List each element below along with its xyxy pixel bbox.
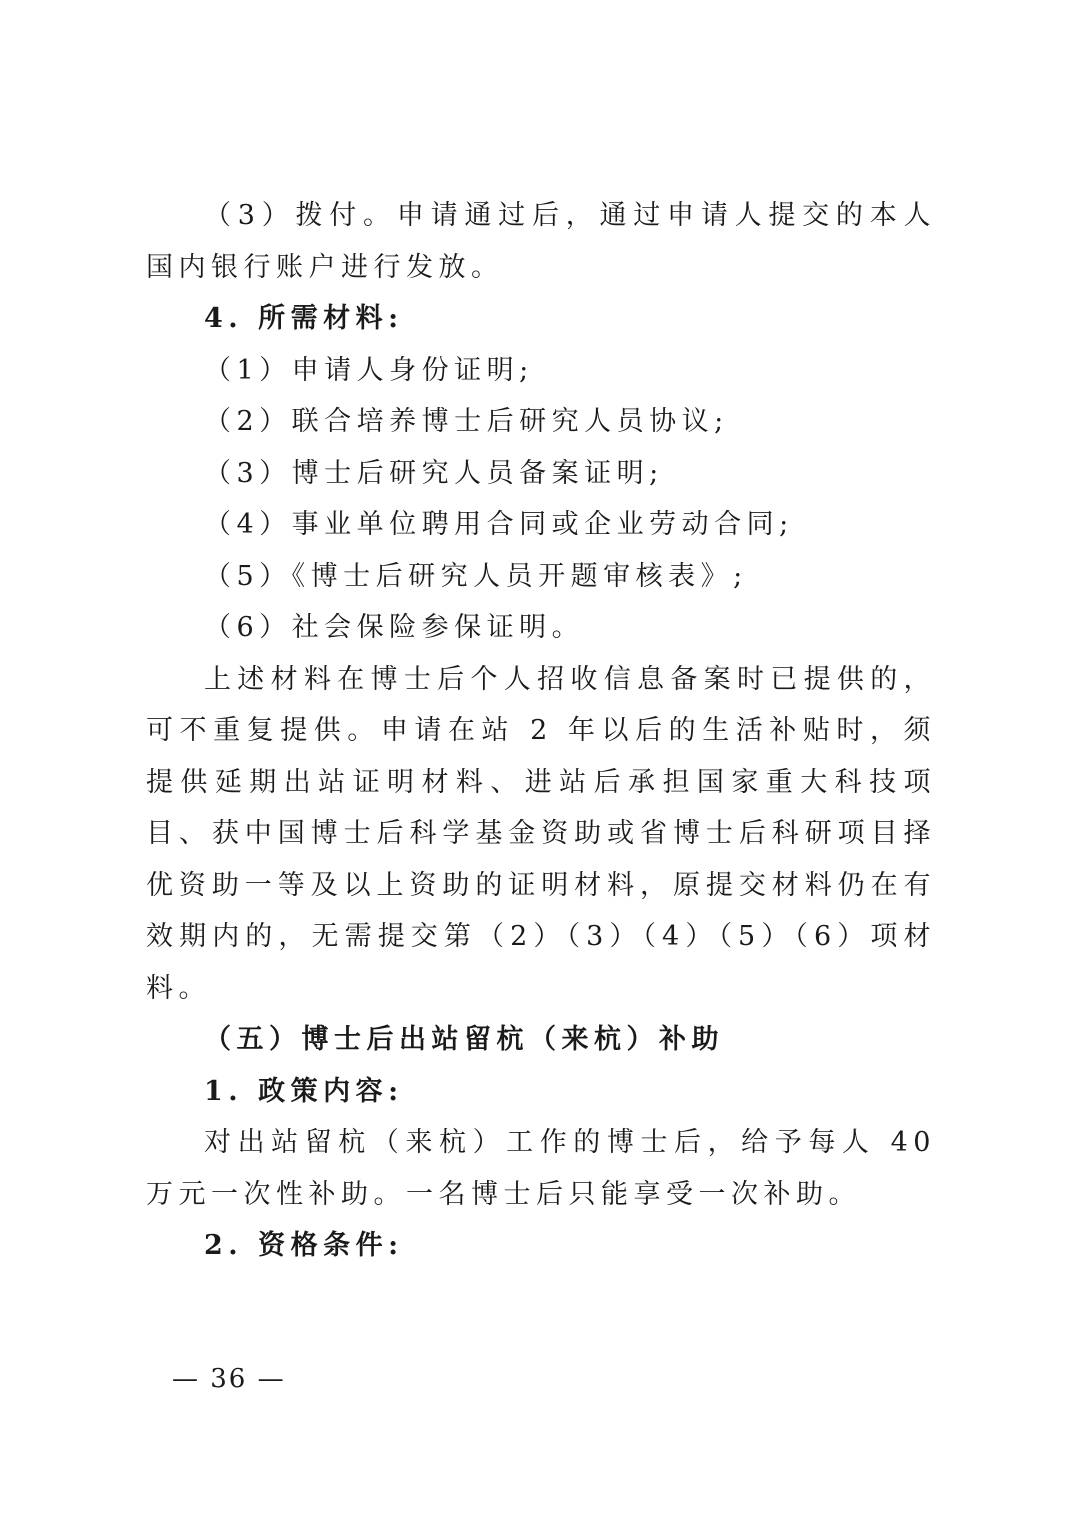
document-body <box>146 190 936 1272</box>
paragraph-materials-note: 上述材料在博士后个人招收信息备案时已提供的，可不重复提供。申请在站 2 年以后的生活补贴时，须提供延期出站证明材料、进站后承担国家重大科技项目、获中国博士后科学基金资助或省博士后科研项目择优资助一等及以上资助的证明材料，原提交材料仍在有效期内的，无需提交第（2）（3）（4）（5）（6）项材料。 <box>146 663 936 1004</box>
section-heading-5: （五）博士后出站留杭（来杭）补助 <box>204 1024 724 1055</box>
heading-required-materials: 4. 所需材料: <box>204 303 404 334</box>
heading-policy-content: 1. 政策内容: <box>204 1075 404 1107</box>
paragraph-disbursement: （3）拨付。申请通过后，通过申请人提交的本人国内银行账户进行发放。 <box>146 200 936 283</box>
material-item-5: （5）《博士后研究人员开题审核表》; <box>204 560 748 592</box>
paragraph-policy-content: 对出站留杭（来杭）工作的博士后，给予每人 40 万元一次性补助。一名博士后只能享受一次补助。 <box>146 1127 936 1210</box>
material-item-6: （6）社会保险参保证明。 <box>204 612 585 643</box>
material-item-1: （1）申请人身份证明; <box>204 354 534 386</box>
heading-eligibility: 2. 资格条件: <box>204 1230 404 1261</box>
material-item-4: （4）事业单位聘用合同或企业劳动合同; <box>204 509 794 540</box>
material-item-3: （3）博士后研究人员备案证明; <box>204 457 664 489</box>
page-number: — 36 — <box>172 1364 286 1394</box>
material-item-2: （2）联合培养博士后研究人员协议; <box>204 406 729 437</box>
